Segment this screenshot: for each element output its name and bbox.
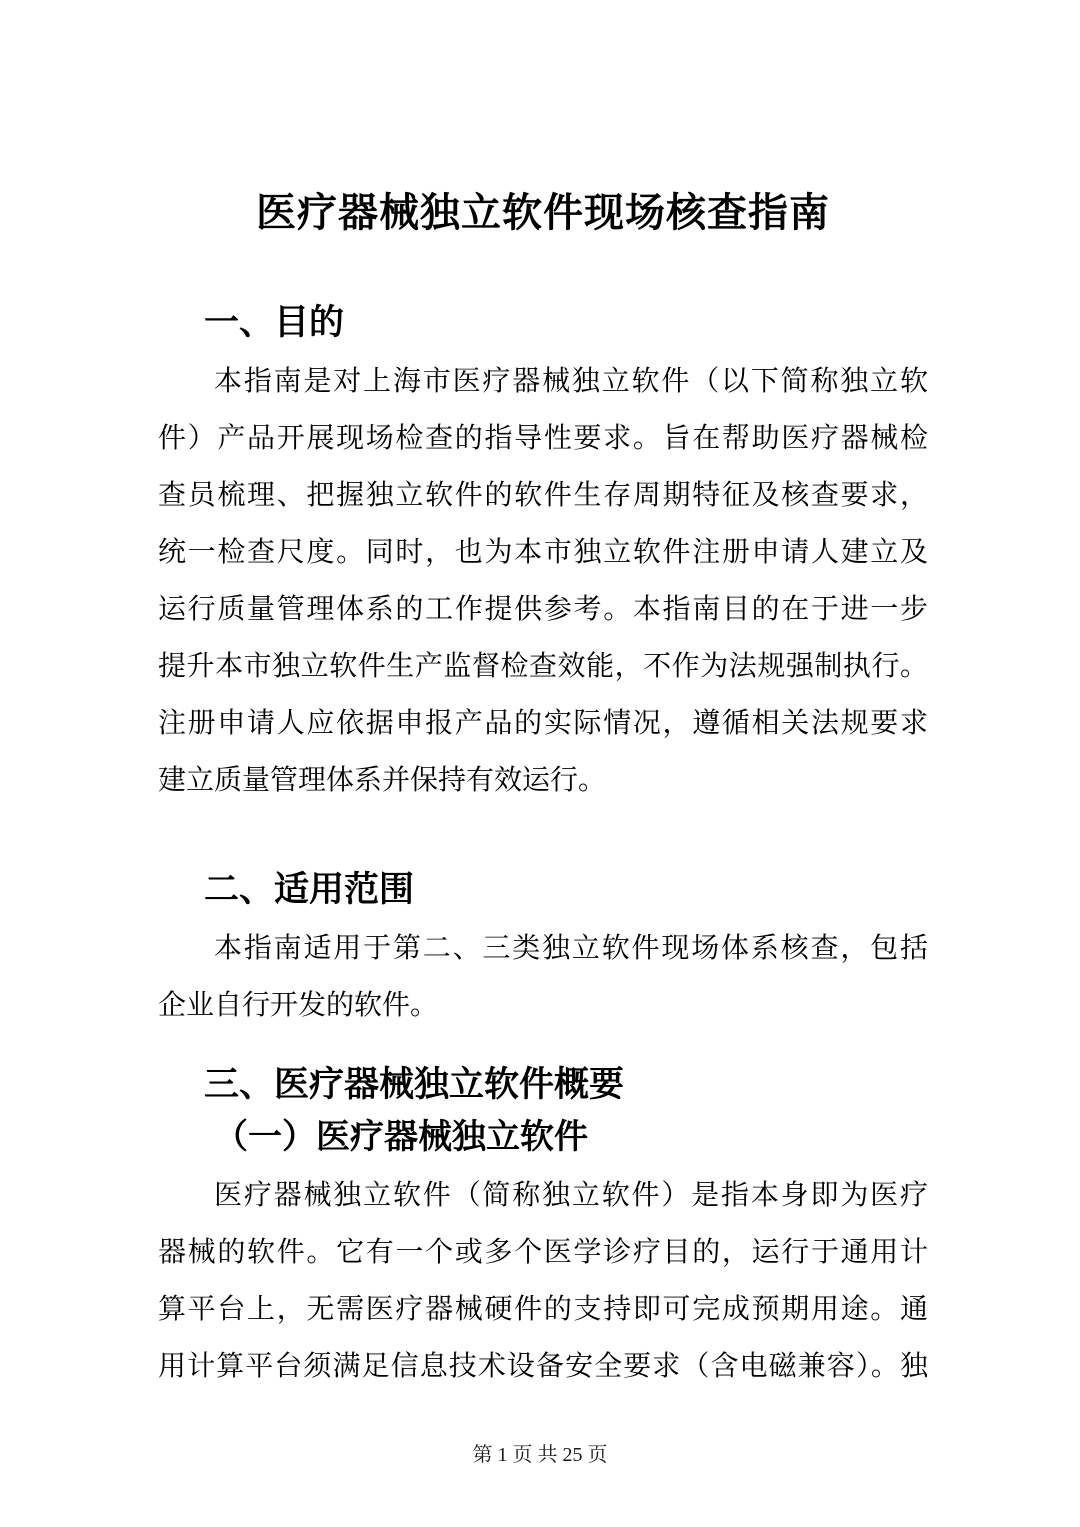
paragraph-standalone-software (158, 1167, 928, 1395)
text-line: 本指南是对上海市医疗器械独立软件（以下简称独立软 (214, 366, 928, 397)
page-number: 第 1 页 共 25 页 (472, 1444, 608, 1466)
paragraph-purpose (158, 353, 928, 809)
section-heading-purpose: 一、目的 (204, 303, 345, 342)
paragraph-scope (158, 920, 928, 1034)
text-line: 建立质量管理体系并保持有效运行。 (158, 765, 607, 796)
text-line: 注册申请人应依据申报产品的实际情况，遵循相关法规要求 (158, 708, 928, 739)
section-heading-overview: 三、医疗器械独立软件概要 (204, 1065, 625, 1104)
page-footer (0, 1443, 1080, 1467)
text-line: 统一检查尺度。同时，也为本市独立软件注册申请人建立及 (158, 537, 928, 568)
text-line: 提升本市独立软件生产监督检查效能，不作为法规强制执行。 (158, 651, 928, 682)
text-line: 用计算平台须满足信息技术设备安全要求（含电磁兼容）。独 (158, 1351, 928, 1382)
document-title: 医疗器械独立软件现场核查指南 (256, 191, 830, 235)
text-line: 企业自行开发的软件。 (158, 990, 439, 1021)
section-scope (158, 870, 928, 1034)
text-line: 件）产品开展现场检查的指导性要求。旨在帮助医疗器械检 (158, 423, 928, 454)
text-line: 查员梳理、把握独立软件的软件生存周期特征及核查要求， (158, 480, 928, 511)
section-overview (158, 1065, 928, 1395)
text-line: 本指南适用于第二、三类独立软件现场体系核查，包括 (214, 933, 928, 964)
text-line: 算平台上，无需医疗器械硬件的支持即可完成预期用途。通 (158, 1294, 928, 1325)
section-heading-scope: 二、适用范围 (204, 870, 415, 909)
text-line: 器械的软件。它有一个或多个医学诊疗目的，运行于通用计 (158, 1237, 928, 1268)
text-line: 运行质量管理体系的工作提供参考。本指南目的在于进一步 (158, 594, 928, 625)
text-line: 医疗器械独立软件（简称独立软件）是指本身即为医疗 (214, 1180, 928, 1211)
subsection-heading-standalone-software: （一）医疗器械独立软件 (214, 1118, 588, 1156)
section-purpose (158, 303, 928, 809)
